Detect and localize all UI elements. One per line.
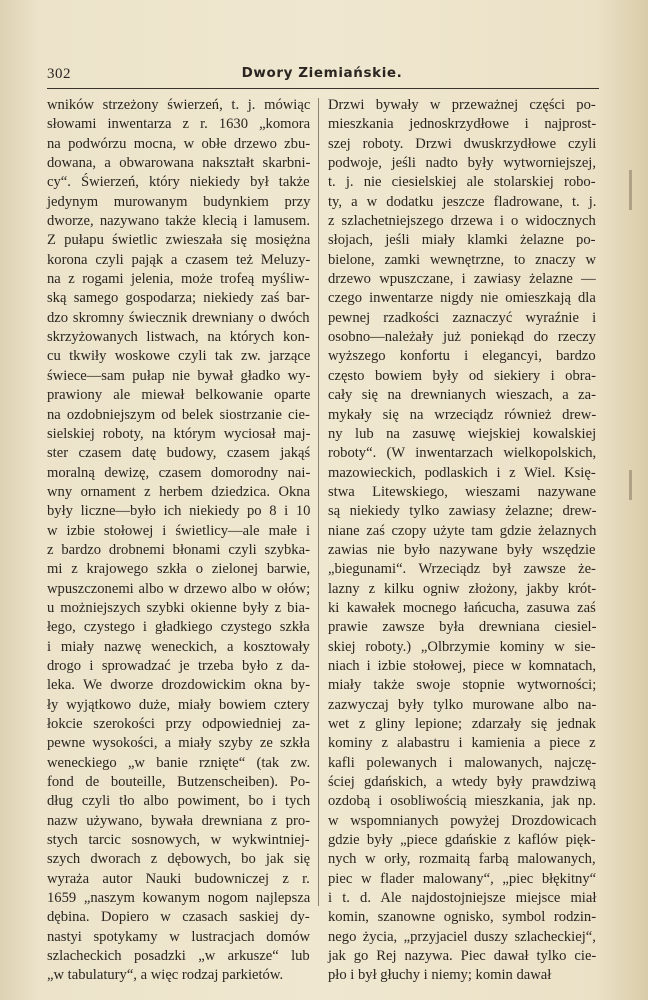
text-line: nazw używano, bywała drewniana z pro-: [47, 812, 311, 829]
text-line: korona czyli pająk a czasem też Meluzy-: [47, 251, 311, 268]
running-title: Dwory Ziemiańskie.: [241, 65, 403, 81]
right-text-column: [328, 96, 596, 986]
text-line: osobno—należały już poniekąd do rzeczy: [328, 329, 596, 346]
text-line: sielskiej roboty, na którym wyciosał maj-: [47, 425, 311, 442]
text-line: jedynym murowanym budynkiem przy: [47, 193, 311, 210]
text-line: są niekiedy tylko zawiasy żelazne; drew-: [328, 503, 597, 520]
text-line: świece—sam pułap nie bywał gładko wy-: [47, 367, 311, 384]
text-line: t. j. nie ciesielskiej ale stolarskiej robo-: [328, 174, 596, 191]
text-line: ny lub na zasuwę wiejskiej kowalskiej: [328, 425, 597, 442]
text-line: wyższego konfortu i elegancyi, bardzo: [328, 348, 596, 365]
text-line: łokcie szerokości przy odpowiedniej za-: [47, 716, 311, 732]
text-line: komin, szanowne ognisko, symbol rodzin-: [328, 909, 597, 926]
text-line: były liczne—było ich niekiedy po 8 i 10: [47, 503, 311, 520]
text-line: dębina. Dopiero w czasach saskiej dy-: [47, 909, 310, 926]
text-line: nych w orły, rozmaitą farbą malowanych,: [328, 851, 596, 868]
text-line: pewnej rzadkości zaznaczyć wyraźnie i: [328, 309, 597, 326]
text-line: w izbie stołowej i świetlicy—ale małe i: [47, 522, 311, 539]
text-line: cy“. Świerzeń, który niekiedy był także: [47, 174, 310, 191]
text-line: ły wyjątkowo duże, miały bowiem cztery: [47, 696, 310, 713]
text-line: nego życia, „przyjaciel duszy szlacheckiej“,: [328, 928, 596, 945]
text-line: zawias nie było nazywane były wszędzie: [328, 541, 596, 558]
text-line: zazwyczaj były tylko murowane albo na-: [328, 696, 597, 713]
text-line: słowami inwentarza z r. 1630 „komora: [47, 116, 311, 133]
text-line: „w tabulatury“, a więc rodzaj parkietów.: [47, 967, 284, 984]
text-line: na z rogami jelenia, może trofeą myśliw-: [47, 271, 310, 288]
text-line: pewne wysokości, a miały szyby ze szkła: [47, 735, 310, 752]
text-line: dowana, a obwarowana nakształt skarbni-: [47, 155, 311, 172]
text-line: mieszkania jednoskrzydłowe i najprost-: [328, 116, 597, 133]
text-line: z bardzo drobnemi błonami czyli szybka-: [47, 541, 310, 558]
text-line: mykały się na wrzeciądz również drew-: [328, 406, 597, 423]
page-header: [47, 64, 597, 86]
text-line: leka. We dworze drozdowickim okna by-: [47, 677, 311, 694]
text-line: na ozdobniejszym od belek siostrzanie cie-: [47, 406, 310, 423]
text-line: kafli polewanych i malowanych, najczę-: [328, 754, 597, 771]
text-line: roboty“. (W inwentarzach wielkopolskich,: [328, 445, 597, 462]
text-line: fond de bouteille, Butzenscheiben). Po-: [47, 774, 311, 791]
text-line: skiej roboty.) „Olbrzymie kominy w sie-: [328, 638, 596, 655]
text-line: prawiony ale miewał belkowanie oparte: [47, 387, 311, 404]
text-line: szlacheckich posadzki „w arkusze“ lub: [47, 948, 310, 965]
text-line: wników strzeżony świerzeń, t. j. mówiąc: [47, 97, 311, 113]
text-line: stych tarcic sosnowych, w wykwintniej-: [47, 832, 310, 849]
text-line: ską samego gospodarza; niekiedy zaś bar-: [47, 290, 310, 307]
text-line: „biegunami“. Wrzeciądz był zawsze że-: [328, 561, 596, 578]
page-edge-mark: [629, 470, 632, 500]
text-line: weneckiego „w banie rznięte“ (tak zw.: [47, 754, 311, 771]
text-line: Drzwi bywały w przeważnej części po-: [328, 97, 596, 113]
text-line: cały się na drewnianych wieszach, a za-: [328, 387, 596, 404]
text-line: miały także swoje stopnie wytworności;: [328, 677, 597, 694]
text-line: ster czasem datę budowy, czasem jakąś: [47, 445, 311, 462]
text-line: dzo skromny świecznik drewniany o dwóch: [47, 309, 310, 326]
text-line: szej roboty. Drzwi dwuskrzydłowe czyli: [328, 135, 597, 152]
text-line: drzewo wpuszczane, i zawiasy żelazne —: [328, 271, 596, 288]
text-line: wpuszczonemi albo w drzewo albo w ołów;: [47, 580, 311, 597]
text-line: wyraża autor Nauki budowniczej z r.: [47, 870, 310, 887]
text-line: z szlachetniejszego drzewa i o widocznych: [328, 213, 596, 230]
column-divider: [318, 98, 319, 906]
text-line: niach i izbie stołowej, piece w komnatach,: [328, 657, 597, 674]
text-line: jak go Rej nazywa. Piec dawał tylko cie-: [328, 948, 597, 965]
text-line: dług czyli tło albo powiment, bo i tych: [47, 793, 311, 810]
text-line: dworze, nazywano także klecią i lamusem.: [47, 213, 311, 230]
text-line: łego, czystego i gładkiego czystego szkła: [47, 619, 310, 636]
text-line: skrzyżowanych listwach, na których kon-: [47, 329, 310, 346]
text-line: stwa Litewskiego, wieszami nazywane: [328, 483, 596, 500]
text-line: drogo i sprowadzać je trzeba było z da-: [47, 657, 310, 674]
header-rule: [47, 88, 599, 89]
text-line: wny ornament z herbem dziedzica. Okna: [47, 483, 311, 500]
text-line: gdzie były „piece gdańskie z kaflów pięk-: [328, 832, 596, 849]
text-line: często bowiem były od siekiery i obra-: [328, 367, 596, 384]
text-line: Z pułapu świetlic zwieszała się mosiężna: [47, 232, 311, 249]
text-line: u możniejszych szybki okienne były z bia-: [47, 599, 310, 616]
text-line: czego inwentarze nigdy nie omieszkają dla: [328, 290, 596, 307]
text-line: niane zaś czopy użyte tam gdzie żelaznych: [328, 522, 597, 539]
page-number: 302: [47, 66, 71, 82]
text-line: piec w flader malowany“, „piec błękitny“: [328, 870, 597, 887]
text-line: moralną dewizę, czasem domorodny nai-: [47, 464, 311, 481]
text-line: pło i był głuchy i niemy; komin dawał: [328, 967, 552, 984]
text-line: na podwórzu mocna, w obłe drzewo zbu-: [47, 135, 311, 152]
text-line: w wspomnianych powyżej Drozdowicach: [328, 812, 597, 829]
text-line: ozdobą i osobliwością mieszkania, jak np.: [328, 793, 597, 810]
text-line: podwoje, jeśli nadto były wytworniejszej,: [328, 155, 596, 172]
text-line: ściej gdańskich, a wtedy były prawdziwą: [328, 774, 596, 791]
text-line: bielone, zamki wewnętrzne, to znaczy w: [328, 251, 597, 268]
page-edge-mark: [629, 170, 632, 210]
text-line: szych dworach z dębowych, bo jak się: [47, 851, 311, 868]
text-line: ki kawałek mocnego łańcucha, zasuwa zaś: [328, 599, 596, 616]
text-line: kominy z alabastru i kamienia a piece z: [328, 735, 596, 752]
text-line: mazowieckich, podlaskich i z Wiel. Księ-: [328, 464, 596, 481]
text-line: mi z krajowego szkła o zielonej barwie,: [47, 561, 311, 578]
text-line: nastyi spotykamy w lustracjach domów: [47, 928, 311, 945]
text-line: lazny z kilku ogniw złożony, jakby krót-: [328, 580, 597, 597]
left-text-column: [47, 96, 310, 986]
text-line: 1659 „naszym kowanym nogom najlepsza: [47, 890, 311, 907]
text-line: i t. d. Ale najdostojniejsze miejsce miał: [328, 890, 597, 907]
text-line: słojach, jeśli miały klamki żelazne po-: [328, 232, 596, 249]
text-line: wet z gliny lepione; zdarzały się jednak: [328, 716, 596, 732]
text-line: cu tkwiły woskowe czyli tak zw. jarzące: [47, 348, 311, 365]
text-line: ty, a w dodatku jeszcze fladrowane, t. j.: [328, 193, 597, 210]
text-line: prawie zawsze była drewniana ciesiel-: [328, 619, 597, 636]
text-line: i miały nazwę weneckich, a kosztowały: [47, 638, 310, 655]
